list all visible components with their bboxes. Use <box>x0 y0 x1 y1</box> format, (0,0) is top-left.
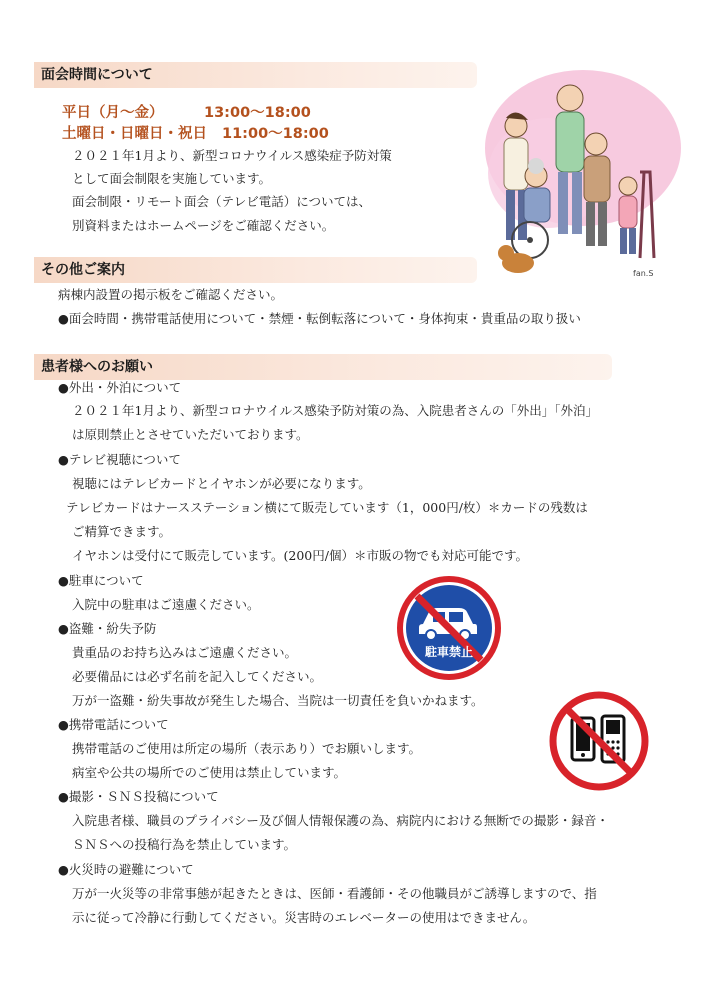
weekday-hours <box>62 101 311 122</box>
request-line: 携帯電話のご使用は所定の場所（表示あり）でお願いします。 <box>72 741 422 756</box>
visiting-line: ２０２１年1月より、新型コロナウイルス感染症予防対策 <box>72 148 392 163</box>
request-line: ＳＮＳへの投稿行為を禁止しています。 <box>72 837 297 852</box>
request-line: ●外出・外泊について <box>58 380 182 395</box>
other-line: ●面会時間・携帯電話使用について・禁煙・転倒転落について・身体拘束・貴重品の取り扱い <box>58 311 581 326</box>
request-line: 必要備品には必ず名前を記入してください。 <box>72 669 323 684</box>
weekend-hours <box>62 122 329 143</box>
family-illustration <box>478 68 683 283</box>
visiting-line: 別資料またはホームページをご確認ください。 <box>72 218 335 233</box>
other-section-heading: その他ご案内 <box>34 257 477 283</box>
no-parking-sign <box>397 576 501 680</box>
request-line: ●駐車について <box>58 573 144 588</box>
weekday-time: 13:00～18:00 <box>204 105 311 121</box>
request-line: 入院中の駐車はご遠慮ください。 <box>72 597 260 612</box>
request-line: ●携帯電話について <box>58 717 169 732</box>
request-line: 万が一盗難・紛失事故が発生した場合、当院は一切責任を負いかねます。 <box>72 693 484 708</box>
illustration-signature: fan.S <box>633 269 654 278</box>
request-line: 万が一火災等の非常事態が起きたときは、医師・看護師・その他職員がご誘導しますので、指 <box>72 886 597 901</box>
request-line: ２０２１年1月より、新型コロナウイルス感染予防対策の為、入院患者さんの「外出」「外泊」 <box>72 403 598 418</box>
request-line: ●盗難・紛失予防 <box>58 621 157 636</box>
request-line: イヤホンは受付にて販売しています。(200円/個）＊市販の物でも対応可能です。 <box>72 548 528 563</box>
request-line: 貴重品のお持ち込みはご遠慮ください。 <box>72 645 298 660</box>
request-line: ●火災時の避難について <box>58 862 194 877</box>
request-line: 視聴にはテレビカードとイヤホンが必要になります。 <box>72 476 371 491</box>
request-line: ご精算できます。 <box>72 524 172 539</box>
request-line: 入院患者様、職員のプライバシー及び個人情報保護の為、病院内における無断での撮影・録音・ <box>72 813 609 828</box>
request-line: ●テレビ視聴について <box>58 452 181 467</box>
other-line: 病棟内設置の掲示板をご確認ください。 <box>58 287 284 302</box>
no-parking-label: 駐車禁止 <box>424 645 474 659</box>
visiting-section-heading: 面会時間について <box>34 62 477 88</box>
request-line: ●撮影・ＳＮＳ投稿について <box>58 789 219 804</box>
request-line: テレビカードはナースステーション横にて販売しています（1，000円/枚）＊カードの残数は <box>66 500 588 515</box>
weekday-label: 平日（月～金） <box>62 105 164 121</box>
weekend-time: 11:00～18:00 <box>222 126 329 142</box>
visiting-line: 面会制限・リモート面会（テレビ電話）については、 <box>72 194 372 209</box>
requests-section-heading: 患者様へのお願い <box>34 354 612 380</box>
visiting-line: として面会制限を実施しています。 <box>72 171 272 186</box>
request-line: 示に従って冷静に行動してください。災害時のエレベーターの使用はできません。 <box>72 910 536 925</box>
no-phone-sign <box>548 690 650 792</box>
request-line: は原則禁止とさせていただいております。 <box>72 427 309 442</box>
request-line: 病室や公共の場所でのご使用は禁止しています。 <box>72 765 347 780</box>
weekend-label: 土曜日・日曜日・祝日 <box>62 126 207 142</box>
